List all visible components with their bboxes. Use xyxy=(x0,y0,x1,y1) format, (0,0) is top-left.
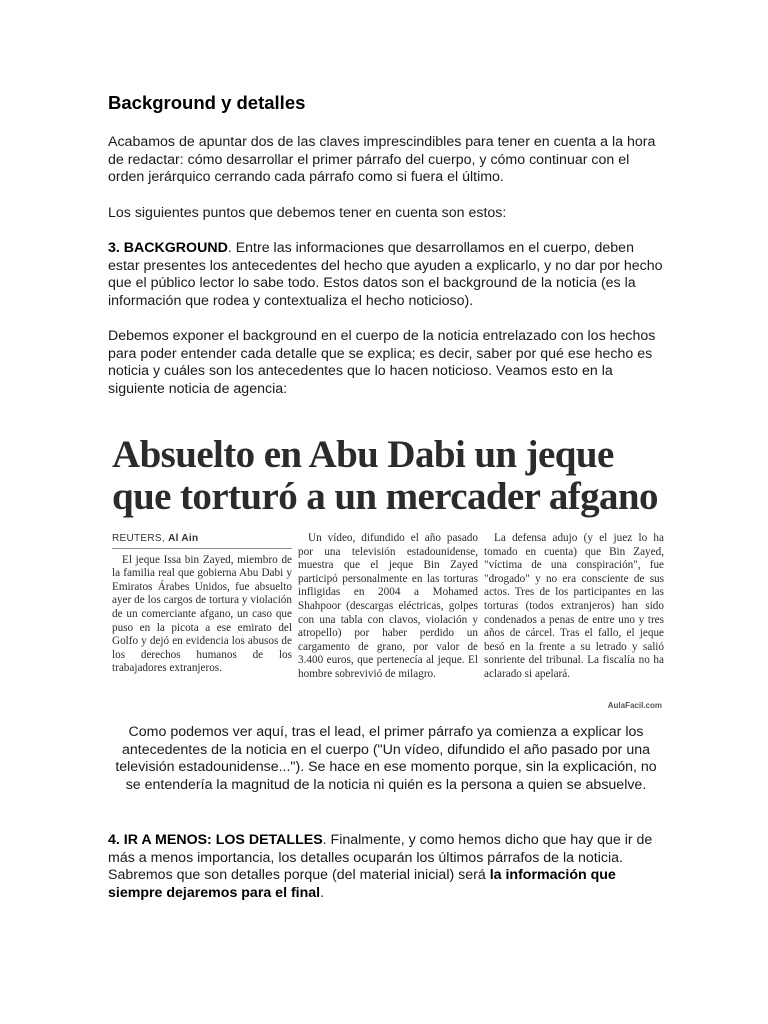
news-column-1-text: El jeque Issa bin Zayed, miembro de la familia real que gobierna Abu Dabi y Emiratos Árabes Unidos, fue absuelto ayer de los cargos de tortura y violación de un comerciante afgano, un caso que puso en la picota a ese emirato del Golfo y dejó en evidencia los abusos de los derechos humanos de los trabajadores extranjeros. xyxy=(112,553,292,675)
details-end: . xyxy=(320,884,325,901)
document-body xyxy=(108,92,668,416)
details-section xyxy=(108,832,668,920)
news-columns xyxy=(112,532,664,682)
clip-caption: Como podemos ver aquí, tras el lead, el primer párrafo ya comienza a explicar los antecedentes de la noticia en el cuerpo ("Un vídeo, difundido el año pasado por una televisión estadounidense..."). Se hace en ese momento porque, sin la explicación, no se entendería la magnitud de la noticia ni quién es la persona a quien se absuelve. xyxy=(115,724,657,793)
byline-agency: REUTERS, xyxy=(112,533,165,544)
details-text: . Finalmente, y como hemos dicho que hay que ir de más a menos importancia, los detalles ocuparán los últimos párrafos de la noticia. Sabremos que son detalles porque (del material inicial) será xyxy=(108,832,653,883)
details-paragraph xyxy=(108,832,668,902)
news-headline: Absuelto en Abu Dabi un jeque que torturó a un mercader afgano xyxy=(112,433,658,518)
byline-city: Al Ain xyxy=(168,533,199,544)
news-column-3-text: La defensa adujo (y el juez lo ha tomado en cuenta) que Bin Zayed, "víctima de una conspiración", fue "drogado" y no era consciente de sus actos. Tres de los participantes en las torturas (todos extranjeros) han sido condenados a penas de entre uno y tres años de cárcel. Tras el fallo, el jeque besó en la frente a su letrado y salió sonriente del tribunal. La fiscalía no ha aclarado si apelará. xyxy=(484,532,664,680)
background-paragraph xyxy=(108,240,668,310)
news-column-1 xyxy=(112,532,292,682)
news-clipping-image xyxy=(108,428,664,712)
news-byline xyxy=(112,532,292,549)
intro-paragraph: Acabamos de apuntar dos de las claves imprescindibles para tener en cuenta a la hora de redactar: cómo desarrollar el primer párrafo del cuerpo, y cómo continuar con el orden jerárquico cerrando cada párrafo como si fuera el último. xyxy=(108,134,656,185)
background-example-intro: Debemos exponer el background en el cuerpo de la noticia entrelazado con los hechos para poder entender cada detalle que se explica; es decir, saber por qué ese hecho es noticia y cuáles son los antecedentes que lo hacen noticioso. Veamos esto en la siguiente noticia de agencia: xyxy=(108,328,656,397)
section-title: Background y detalles xyxy=(108,92,306,113)
news-column-3 xyxy=(484,532,664,682)
background-text: . Entre las informaciones que desarrollamos en el cuerpo, deben estar presentes los antecedentes del hecho que ayuden a explicarlo, y no dar por hecho que el público lector lo sabe todo. Estos datos son el background de la noticia (es la información que rodea y contextualiza el hecho noticioso). xyxy=(108,240,663,309)
background-heading: 3. BACKGROUND xyxy=(108,240,228,256)
details-emphasis: la información que siempre dejaremos para el final xyxy=(108,867,616,901)
details-heading: 4. IR A MENOS: LOS DETALLES xyxy=(108,832,323,848)
points-intro-paragraph: Los siguientes puntos que debemos tener en cuenta son estos: xyxy=(108,204,507,221)
watermark: AulaFacil.com xyxy=(607,701,662,710)
news-column-2 xyxy=(298,532,478,682)
news-column-2-text: Un vídeo, difundido el año pasado por una televisión estadounidense, muestra que el jeque Bin Zayed participó personalmente en las torturas infligidas en 2004 a Mohamed Shahpoor (descargas eléctricas, golpes con una tabla con clavos, violación y atropello) por haber perdido un cargamento de grano, por valor de 3.400 euros, que pertenecía al jeque. El hombre sobrevivió de milagro. xyxy=(298,532,478,680)
